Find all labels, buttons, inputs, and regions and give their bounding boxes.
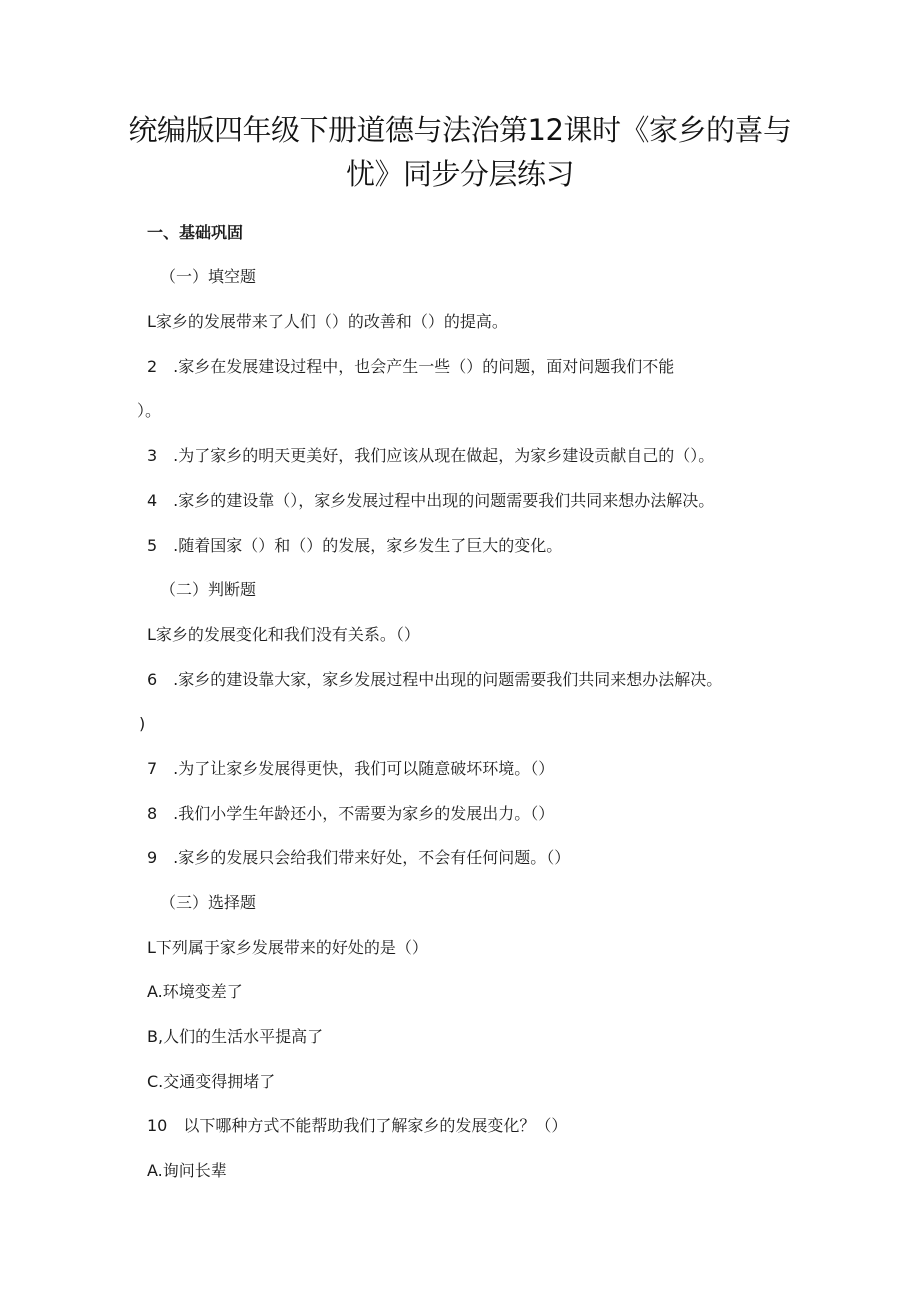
section-heading-basic: 一、基础巩固 — [147, 223, 244, 242]
choice-option: A.询问长辈 — [147, 1161, 227, 1180]
judge-question: 9 .家乡的发展只会给我们带来好处，不会有任何问题。（） — [147, 848, 571, 867]
judge-question: L家乡的发展变化和我们没有关系。（） — [147, 625, 420, 644]
fill-question: 2 .家乡在发展建设过程中，也会产生一些（）的问题，面对问题我们不能 — [147, 357, 675, 376]
subsection-heading-choice: （三）选择题 — [160, 893, 257, 912]
judge-question: 6 .家乡的建设靠大家，家乡发展过程中出现的问题需要我们共同来想办法解决。 — [147, 670, 723, 689]
choice-option: A.环境变差了 — [147, 982, 243, 1001]
judge-question-continuation: ) — [139, 714, 146, 733]
fill-question: 4 .家乡的建设靠（），家乡发展过程中出现的问题需要我们共同来想办法解决。 — [147, 491, 715, 510]
choice-option: C.交通变得拥堵了 — [147, 1072, 276, 1091]
fill-question: L家乡的发展带来了人们（）的改善和（）的提高。 — [147, 312, 508, 331]
judge-question: 7 .为了让家乡发展得更快，我们可以随意破坏环境。（） — [147, 759, 555, 778]
choice-option: B,人们的生活水平提高了 — [147, 1027, 324, 1046]
fill-question: 3 .为了家乡的明天更美好，我们应该从现在做起，为家乡建设贡献自己的（）。 — [147, 446, 715, 465]
subsection-heading-judge: （二）判断题 — [160, 580, 257, 599]
judge-question: 8 .我们小学生年龄还小，不需要为家乡的发展出力。（） — [147, 804, 555, 823]
fill-question-continuation: ）。 — [137, 401, 162, 420]
choice-question: 10 以下哪种方式不能帮助我们了解家乡的发展变化？（） — [147, 1116, 568, 1135]
document-title-line-2: 忧》同步分层练习 — [345, 157, 574, 191]
document-title-line-1: 统编版四年级下册道德与法治第12课时《家乡的喜与 — [128, 113, 792, 147]
choice-question: L下列属于家乡发展带来的好处的是（） — [147, 938, 428, 957]
subsection-heading-fill: （一）填空题 — [160, 267, 257, 286]
fill-question: 5 .随着国家（）和（）的发展，家乡发生了巨大的变化。 — [147, 536, 563, 555]
